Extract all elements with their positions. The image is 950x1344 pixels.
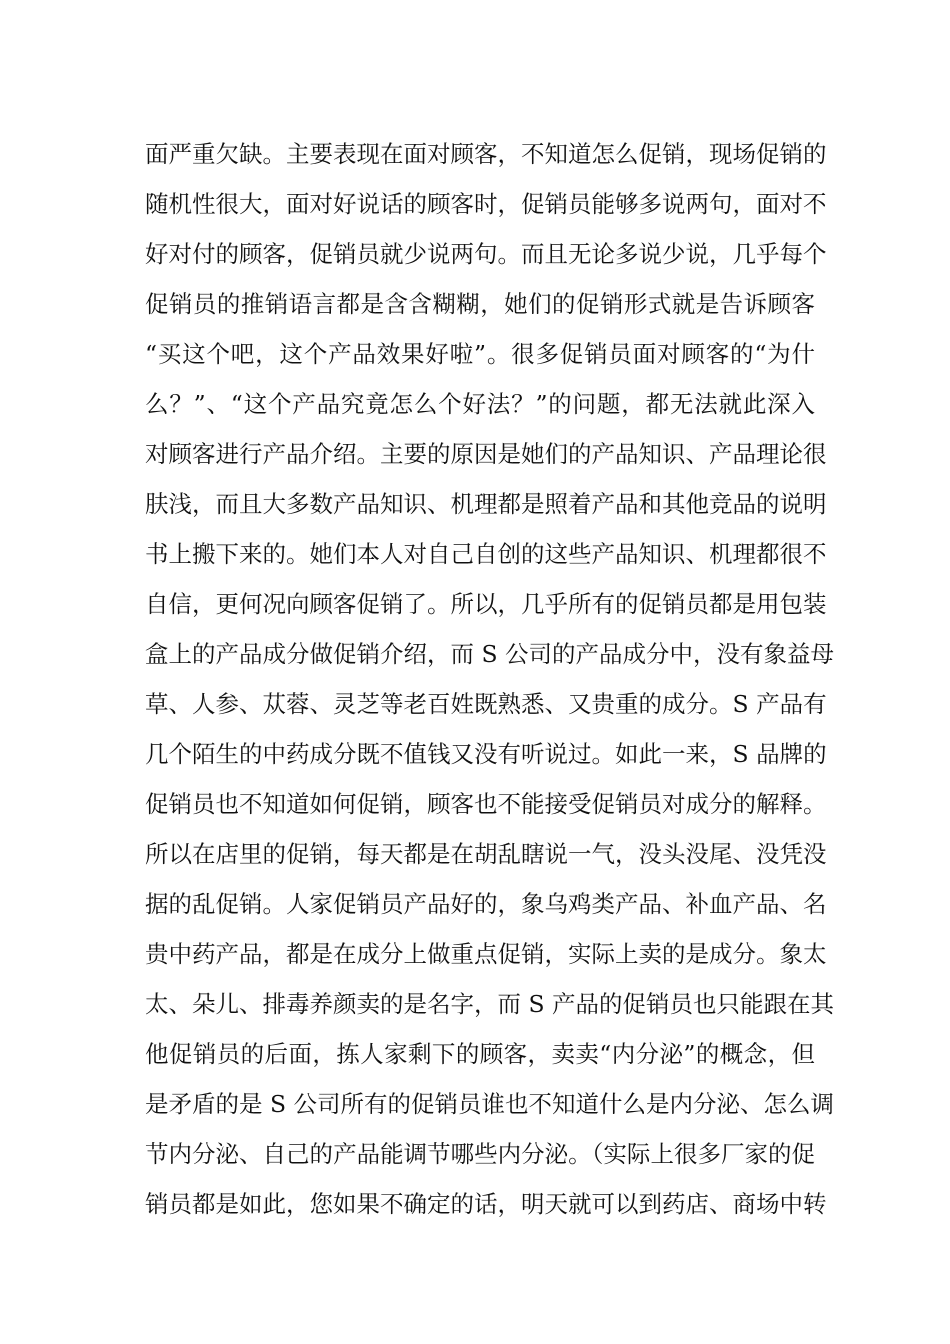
text-line: 草、人参、苁蓉、灵芝等老百姓既熟悉、又贵重的成分。S 产品有 (145, 690, 827, 718)
text-line: 么？”、“这个产品究竟怎么个好法？”的问题，都无法就此深入 (145, 390, 815, 418)
text-line: 销员都是如此，您如果不确定的话，明天就可以到药店、商场中转 (145, 1190, 827, 1218)
text-line: 自信，更何况向顾客促销了。所以，几乎所有的促销员都是用包装 (145, 590, 827, 618)
text-line: 肤浅，而且大多数产品知识、机理都是照着产品和其他竞品的说明 (145, 490, 827, 518)
text-line: 面严重欠缺。主要表现在面对顾客，不知道怎么促销，现场促销的 (145, 140, 827, 168)
text-line: “买这个吧，这个产品效果好啦”。很多促销员面对顾客的“为什 (145, 340, 815, 368)
text-line: 对顾客进行产品介绍。主要的原因是她们的产品知识、产品理论很 (145, 440, 827, 468)
text-line: 盒上的产品成分做促销介绍，而 S 公司的产品成分中，没有象益母 (145, 640, 835, 668)
text-line: 随机性很大，面对好说话的顾客时，促销员能够多说两句，面对不 (145, 190, 827, 218)
body-paragraph (145, 129, 835, 1229)
text-line: 据的乱促销。人家促销员产品好的，象乌鸡类产品、补血产品、名 (145, 890, 827, 918)
text-line: 所以在店里的促销，每天都是在胡乱瞎说一气，没头没尾、没凭没 (145, 840, 827, 868)
text-line: 促销员也不知道如何促销，顾客也不能接受促销员对成分的解释。 (145, 790, 827, 818)
text-line: 节内分泌、自己的产品能调节哪些内分泌。（实际上很多厂家的促 (145, 1140, 815, 1168)
text-line: 书上搬下来的。她们本人对自己自创的这些产品知识、机理都很不 (145, 540, 827, 568)
text-line: 促销员的推销语言都是含含糊糊，她们的促销形式就是告诉顾客 (145, 290, 815, 318)
text-line: 贵中药产品，都是在成分上做重点促销，实际上卖的是成分。象太 (145, 940, 827, 968)
text-line: 几个陌生的中药成分既不值钱又没有听说过。如此一来，S 品牌的 (145, 740, 827, 768)
text-line: 他促销员的后面，拣人家剩下的顾客，卖卖“内分泌”的概念，但 (145, 1040, 815, 1068)
text-line: 是矛盾的是 S 公司所有的促销员谁也不知道什么是内分泌、怎么调 (145, 1090, 835, 1118)
text-line: 太、朵儿、排毒养颜卖的是名字，而 S 产品的促销员也只能跟在其 (145, 990, 835, 1018)
text-line: 好对付的顾客，促销员就少说两句。而且无论多说少说，几乎每个 (145, 240, 827, 268)
